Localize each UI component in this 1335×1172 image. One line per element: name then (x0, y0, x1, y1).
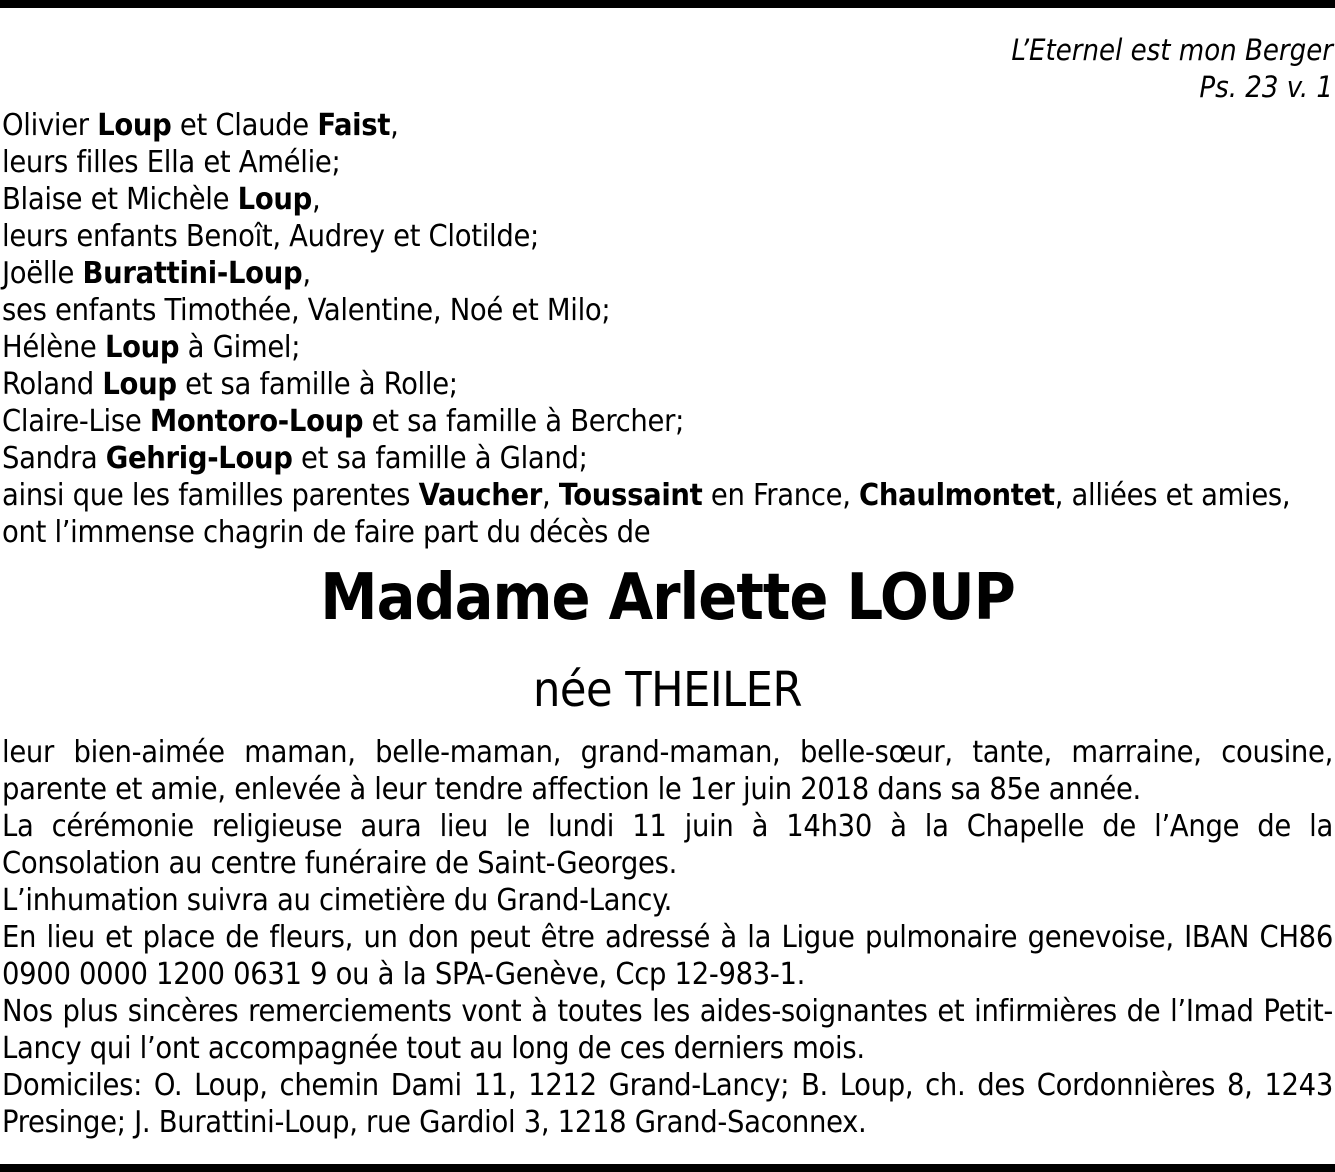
body-paragraph: L’inhumation suivra au cimetière du Grand-Lancy. (2, 883, 673, 918)
body-paragraph: Domiciles: O. Loup, chemin Dami 11, 1212 Grand-Lancy; B. Loup, ch. des Cordonnières 8, 1243 Presinge; J. Burattini-Loup, rue Gardiol 3, 1218 Grand-Saconnex. (2, 1068, 1333, 1140)
verse-reference: Ps. 23 v. 1 (1199, 70, 1333, 104)
body-paragraph: Nos plus sincères remerciements vont à toutes les aides-soignantes et infirmières de l’Imad Petit-Lancy qui l’ont accompagnée tout au long de ces derniers mois. (2, 994, 1333, 1066)
family-line: Roland Loup et sa famille à Rolle; (2, 367, 458, 402)
surname: Loup (97, 108, 172, 143)
surname: Loup (237, 182, 312, 217)
surname: Faist (317, 108, 391, 143)
bible-verse (1011, 32, 1333, 106)
family-line: Olivier Loup et Claude Faist, (2, 108, 399, 143)
surname: Loup (104, 330, 180, 365)
body-paragraph: leur bien-aimée maman, belle-maman, grand-maman, belle-sœur, tante, marraine, cousine, parente et amie, enlevée à leur tendre affection le 1er juin 2018 dans sa 85e année. (2, 735, 1333, 807)
family-line: Claire-Lise Montoro-Loup et sa famille à Bercher; (2, 404, 685, 439)
surname: Gehrig-Loup (105, 441, 293, 476)
surname: Montoro-Loup (149, 404, 364, 439)
body-paragraph: En lieu et place de fleurs, un don peut être adressé à la Ligue pulmonaire genevoise, IBAN CH86 0900 0000 1200 0631 9 ou à la SPA-Genève, Ccp 12-983-1. (2, 920, 1333, 992)
surname: Loup (102, 367, 177, 402)
surname: Chaulmontet (859, 478, 1055, 513)
announcement-body (2, 734, 1333, 1141)
family-line: leurs filles Ella et Amélie; (2, 145, 341, 180)
verse-quote: L’Eternel est mon Berger (1011, 33, 1333, 67)
family-list (2, 107, 1333, 551)
surname: Vaucher (418, 478, 543, 513)
family-line: Sandra Gehrig-Loup et sa famille à Gland; (2, 441, 588, 476)
deceased-name: Madame Arlette LOUP (320, 561, 1015, 635)
deceased-birth-name: née THEILER (533, 662, 802, 718)
family-line: Hélène Loup à Gimel; (2, 330, 301, 365)
top-border-rule (0, 0, 1335, 8)
family-line: ont l’immense chagrin de faire part du décès de (2, 515, 651, 550)
family-line: ses enfants Timothée, Valentine, Noé et Milo; (2, 293, 611, 328)
surname: Toussaint (558, 478, 703, 513)
family-line: Joëlle Burattini-Loup, (2, 256, 311, 291)
family-line: Blaise et Michèle Loup, (2, 182, 321, 217)
family-line: ainsi que les familles parentes Vaucher, Toussaint en France, Chaulmontet, alliées et amies, (2, 478, 1291, 513)
family-line: leurs enfants Benoît, Audrey et Clotilde; (2, 219, 539, 254)
bottom-border-rule (0, 1164, 1335, 1172)
body-paragraph: La cérémonie religieuse aura lieu le lundi 11 juin à 14h30 à la Chapelle de l’Ange de la Consolation au centre funéraire de Saint-Georges. (2, 809, 1333, 881)
surname: Burattini-Loup (82, 256, 303, 291)
